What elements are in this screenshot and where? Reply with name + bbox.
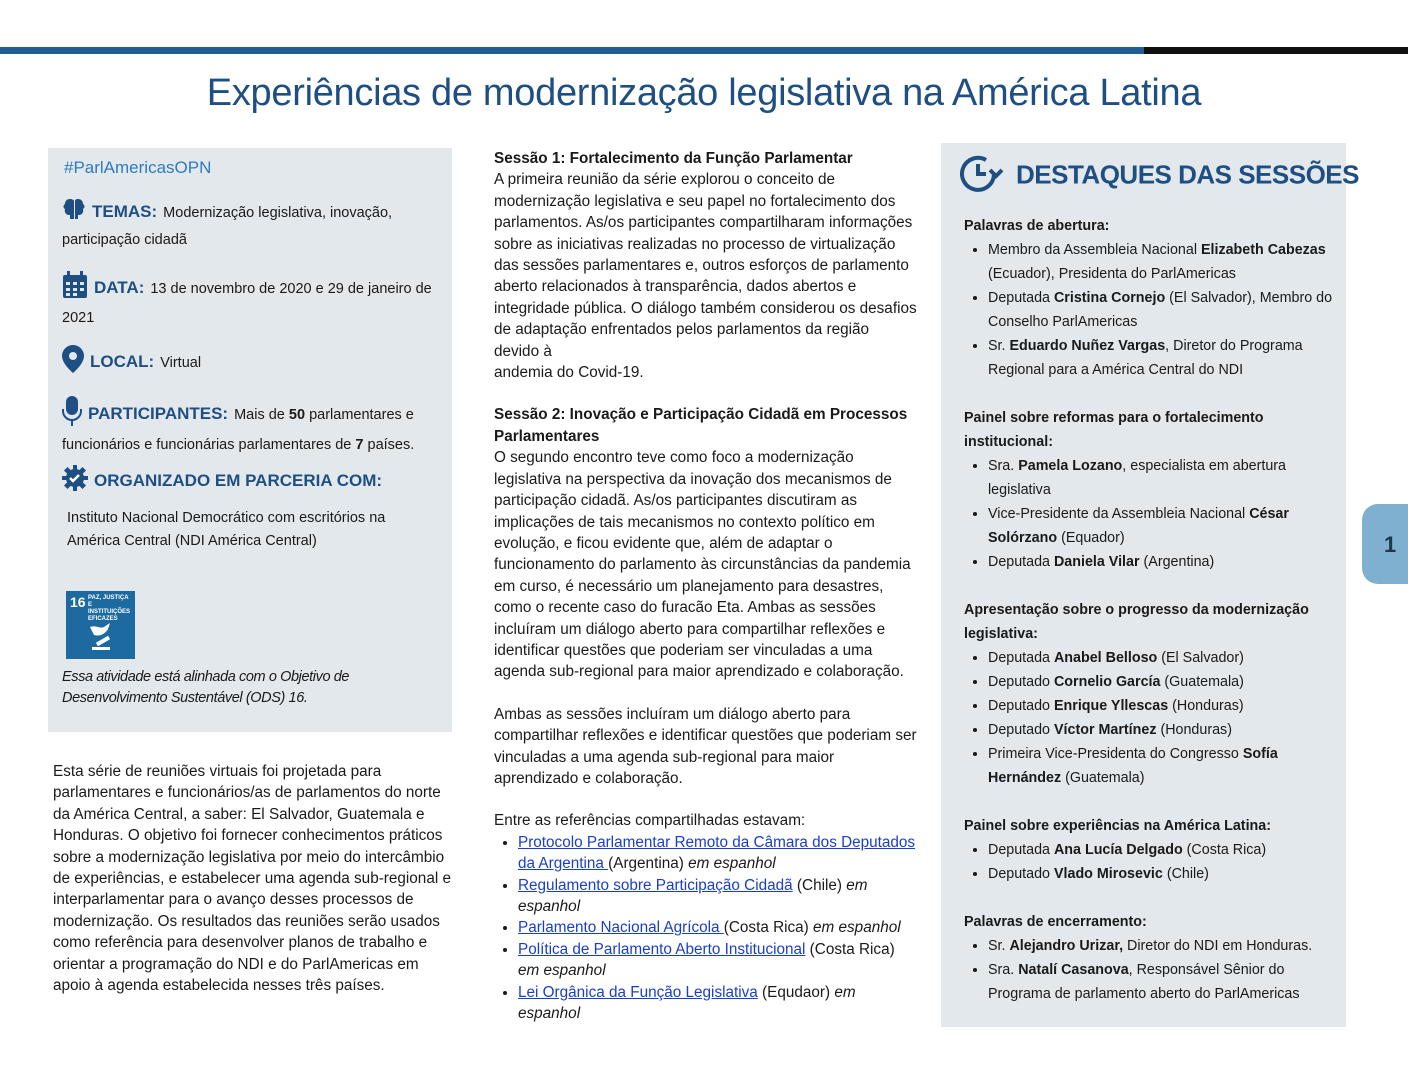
page-title: Experiências de modernização legislativa na América Latina — [206, 72, 1202, 114]
speaker-detail: , Diretor do Programa Regional para a América Central do NDI — [988, 338, 1303, 378]
session-1-body: A primeira reunião da série explorou o conceito de modernização legislativa e seu papel no fortalecimento dos parlamentos. As/os participantes compartilharam informações sobre as iniciativas realizadas no processo de virtualização das sessões parlamentares e, outros esforços de parlamento aberto relacionados à transparência, dados abertos e integridade pública. O diálogo também considerou os desafios de adaptação enfrentados pelos parlamentos da região devido à — [494, 171, 917, 360]
speaker-name: Anabel Belloso — [1053, 650, 1158, 666]
speaker-detail: (Guatemala) — [1160, 674, 1244, 690]
data-label: DATA: — [94, 277, 145, 297]
speaker-role: Primeira Vice-Presidenta do Congresso — [988, 746, 1243, 762]
speaker-name: Víctor Martínez — [1053, 722, 1157, 738]
session-2-title: Sessão 2: Inovação e Participação Cidadã em Processos Parlamentares — [494, 406, 908, 445]
org-label: ORGANIZADO EM PARCERIA COM: — [94, 470, 383, 490]
highlight-group-title: Painel sobre experiências na América Latina: — [964, 818, 1271, 834]
speaker-role: Deputada — [988, 290, 1054, 306]
reference-country: (Equdaor) — [757, 983, 835, 1001]
both-sessions-paragraph: Ambas as sessões incluíram um diálogo aberto para compartilhar reflexões e identificar questões que poderiam ser vinculadas a uma agenda sub-regional para maior aprendizado e colaboração. — [494, 705, 917, 787]
speaker-name: Pamela Lozano — [1018, 458, 1123, 474]
highlight-group-title: Apresentação sobre o progresso da modernização legislativa: — [964, 602, 1309, 642]
reference-language: em espanhol — [518, 876, 868, 915]
speaker-item — [988, 862, 1336, 886]
highlight-group-title: Palavras de encerramento: — [964, 914, 1147, 930]
sdg-text: PAZ, JUSTIÇA E INSTITUIÇÕES EFICAZES — [88, 595, 131, 622]
reference-item — [518, 917, 918, 938]
participantes-row — [62, 396, 438, 457]
speaker-name: Enrique Yllescas — [1053, 698, 1169, 714]
speaker-role: Deputado — [988, 722, 1054, 738]
speaker-name: Eduardo Nuñez Vargas — [1009, 338, 1166, 354]
speaker-item — [988, 454, 1336, 502]
session-1-tail: andemia do Covid-19. — [494, 364, 644, 382]
reference-country: (Costa Rica) — [723, 919, 814, 937]
references-list — [494, 832, 918, 1025]
speaker-role: Sr. — [988, 338, 1010, 354]
speaker-detail: (Chile) — [1162, 866, 1209, 882]
speaker-detail: (Costa Rica) — [1182, 842, 1267, 858]
local-label: LOCAL: — [90, 351, 155, 371]
reference-language: em espanhol — [518, 983, 856, 1023]
sdg-16-badge — [66, 591, 135, 659]
speaker-role: Deputada — [988, 842, 1054, 858]
sdg-number: 16 — [70, 594, 86, 610]
highlight-group-list — [964, 838, 1336, 886]
local-value: Virtual — [160, 354, 202, 371]
speaker-role: Membro da Assembleia Nacional — [988, 242, 1201, 258]
speaker-role: Deputado — [988, 698, 1054, 714]
reference-item — [518, 939, 918, 982]
participantes-text-2: parlamentares e funcionários e funcionárias parlamentares de — [62, 406, 414, 453]
speaker-name: Daniela Vilar — [1053, 554, 1140, 570]
speaker-role: Deputada — [988, 554, 1054, 570]
temas-value: Modernização legislativa, inovação, participação cidadã — [62, 204, 393, 248]
speaker-role: Deputada — [988, 650, 1054, 666]
speaker-detail: (Honduras) — [1156, 722, 1232, 738]
top-bar-black — [1144, 47, 1408, 54]
highlights-heading — [960, 154, 1359, 199]
speaker-item — [988, 334, 1336, 382]
reference-link[interactable]: Lei Orgânica da Função Legislativa — [518, 983, 758, 1001]
sessions-column — [494, 148, 918, 1024]
speaker-item — [988, 742, 1336, 790]
speaker-role: Deputado — [988, 866, 1054, 882]
clock-arrow-icon — [960, 154, 1004, 199]
brain-icon — [62, 197, 86, 229]
session-1-title: Sessão 1: Fortalecimento da Função Parlamentar — [494, 150, 853, 167]
temas-label: TEMAS: — [92, 201, 158, 221]
speaker-item — [988, 502, 1336, 550]
hashtag: #ParlAmericasOPN — [64, 158, 212, 177]
highlight-group-list — [964, 646, 1336, 790]
reference-language: em espanhol — [813, 919, 901, 937]
session-2-body: O segundo encontro teve como foco a modernização legislativa na perspectiva da inovação dos mecanismos de participação cidadã. As/os participantes discutiram as implicações de tais mecanismos no contexto político em evolução, e ficou evidente que, além de adaptar o funcionamento do parlamento às circunstâncias da pandemia em curso, é necessário um planejamento para desastres, como o recente caso do furacão Eta. Ambas as sessões incluíram um diálogo aberto para compartilhar reflexões e identificar questões que poderiam ser vinculadas a uma agenda sub-regional para maior aprendizado e colaboração. — [494, 449, 911, 681]
dove-gavel-icon — [86, 617, 116, 656]
speaker-item — [988, 694, 1336, 718]
speaker-detail: (Ecuador), Presidenta do ParlAmericas — [988, 266, 1236, 282]
reference-item — [518, 982, 918, 1025]
speaker-detail: (Honduras) — [1168, 698, 1244, 714]
org-row — [62, 465, 438, 553]
data-value: 13 de novembro de 2020 e 29 de janeiro de 2021 — [62, 280, 432, 326]
data-row — [62, 271, 438, 330]
highlight-group-list — [964, 238, 1336, 382]
speaker-role: Sra. — [988, 962, 1019, 978]
reference-language: em espanhol — [518, 962, 606, 980]
speaker-name: Cristina Cornejo — [1053, 290, 1166, 306]
gear-icon — [62, 465, 88, 499]
session-1 — [494, 148, 918, 383]
highlight-group-list — [964, 934, 1336, 1006]
speaker-item — [988, 670, 1336, 694]
participantes-text-1: Mais de — [234, 406, 289, 423]
reference-country: (Chile) — [792, 876, 847, 894]
microphone-icon — [62, 396, 82, 434]
speaker-name: Natalí Casanova — [1018, 962, 1129, 978]
speaker-detail: , especialista em abertura legislativa — [988, 458, 1286, 498]
speaker-role: Deputado — [988, 674, 1054, 690]
top-bar-blue — [0, 47, 1144, 54]
local-row — [62, 345, 438, 381]
speaker-item — [988, 286, 1336, 334]
highlight-group-list — [964, 454, 1336, 574]
highlights-body — [964, 214, 1336, 1030]
speaker-detail: (Guatemala) — [1061, 770, 1145, 786]
speaker-detail: , Responsável Sênior do Programa de parlamento aberto do ParlAmericas — [988, 962, 1300, 1002]
speaker-name: Sofía Hernández — [988, 746, 1278, 786]
speaker-detail: (Argentina) — [1139, 554, 1215, 570]
temas-row — [62, 197, 438, 252]
speaker-role: Sr. — [988, 938, 1010, 954]
reference-item — [518, 832, 918, 875]
location-pin-icon — [62, 345, 84, 381]
speaker-role: Sra. — [988, 458, 1019, 474]
speaker-name: César Solórzano — [988, 506, 1289, 546]
speaker-item — [988, 646, 1336, 670]
speaker-item — [988, 238, 1336, 286]
sdg-note: Essa atividade está alinhada com o Objetivo de Desenvolvimento Sustentável (ODS) 16. — [62, 669, 350, 706]
reference-item — [518, 875, 918, 918]
speaker-item — [988, 934, 1336, 958]
speaker-item — [988, 838, 1336, 862]
speaker-name: Alejandro Urizar, — [1009, 938, 1124, 954]
countries-count: 7 — [355, 437, 364, 453]
references-intro: Entre as referências compartilhadas estavam: — [494, 812, 806, 830]
speaker-name: Elizabeth Cabezas — [1200, 242, 1326, 258]
reference-link[interactable]: Política de Parlamento Aberto Institucional — [518, 940, 806, 958]
highlight-group-title: Palavras de abertura: — [964, 218, 1110, 234]
highlights-title: DESTAQUES DAS SESSÕES — [1016, 159, 1359, 190]
speaker-name: Vlado Mirosevic — [1053, 866, 1163, 882]
participantes-text-3: países. — [363, 437, 415, 453]
reference-country: (Argentina) — [608, 855, 689, 873]
reference-country: (Costa Rica) — [805, 940, 895, 958]
participantes-count: 50 — [288, 406, 306, 423]
speaker-item — [988, 550, 1336, 574]
intro-paragraph: Esta série de reuniões virtuais foi projetada para parlamentares e funcionários/as de parlamentos do norte da América Central, a saber: El Salvador, Guatemala e Honduras. O objetivo foi fornecer conhecimentos práticos sobre a modernização legislativa por meio do intercâmbio de experiências, e estabelecer uma agenda sub-regional e interparlamentar para o avanço desses processos de modernização. Os resultados das reuniões serão usados como referência para desenvolver planos de trabalho e orientar a programação do NDI e do ParlAmericas em apoio à agenda estabelecida nesses três países. — [53, 763, 451, 995]
page-number: 1 — [1384, 532, 1397, 557]
org-value: Instituto Nacional Democrático com escritórios na América Central (NDI América Central) — [67, 510, 386, 549]
calendar-icon — [62, 271, 88, 307]
highlight-group-title: Painel sobre reformas para o fortalecimento institucional: — [964, 410, 1264, 450]
speaker-role: Vice-Presidente da Assembleia Nacional — [988, 506, 1250, 522]
speaker-name: Ana Lucía Delgado — [1053, 842, 1183, 858]
speaker-detail: (El Salvador), Membro do Conselho ParlAmericas — [988, 290, 1333, 330]
speaker-detail: Diretor do NDI em Honduras. — [1123, 938, 1313, 954]
participantes-label: PARTICIPANTES: — [88, 403, 229, 423]
reference-link[interactable]: Regulamento sobre Participação Cidadã — [518, 876, 793, 894]
speaker-name: Cornelio García — [1053, 674, 1161, 690]
reference-language: em espanhol — [688, 855, 776, 873]
speaker-item — [988, 958, 1336, 1006]
reference-link[interactable]: Protocolo Parlamentar Remoto da Câmara dos Deputados da Argentina — [518, 833, 916, 873]
reference-link[interactable]: Parlamento Nacional Agrícola — [518, 919, 724, 937]
session-2 — [494, 404, 918, 682]
speaker-detail: (El Salvador) — [1157, 650, 1244, 666]
speaker-item — [988, 718, 1336, 742]
speaker-detail: (Equador) — [1057, 530, 1125, 546]
